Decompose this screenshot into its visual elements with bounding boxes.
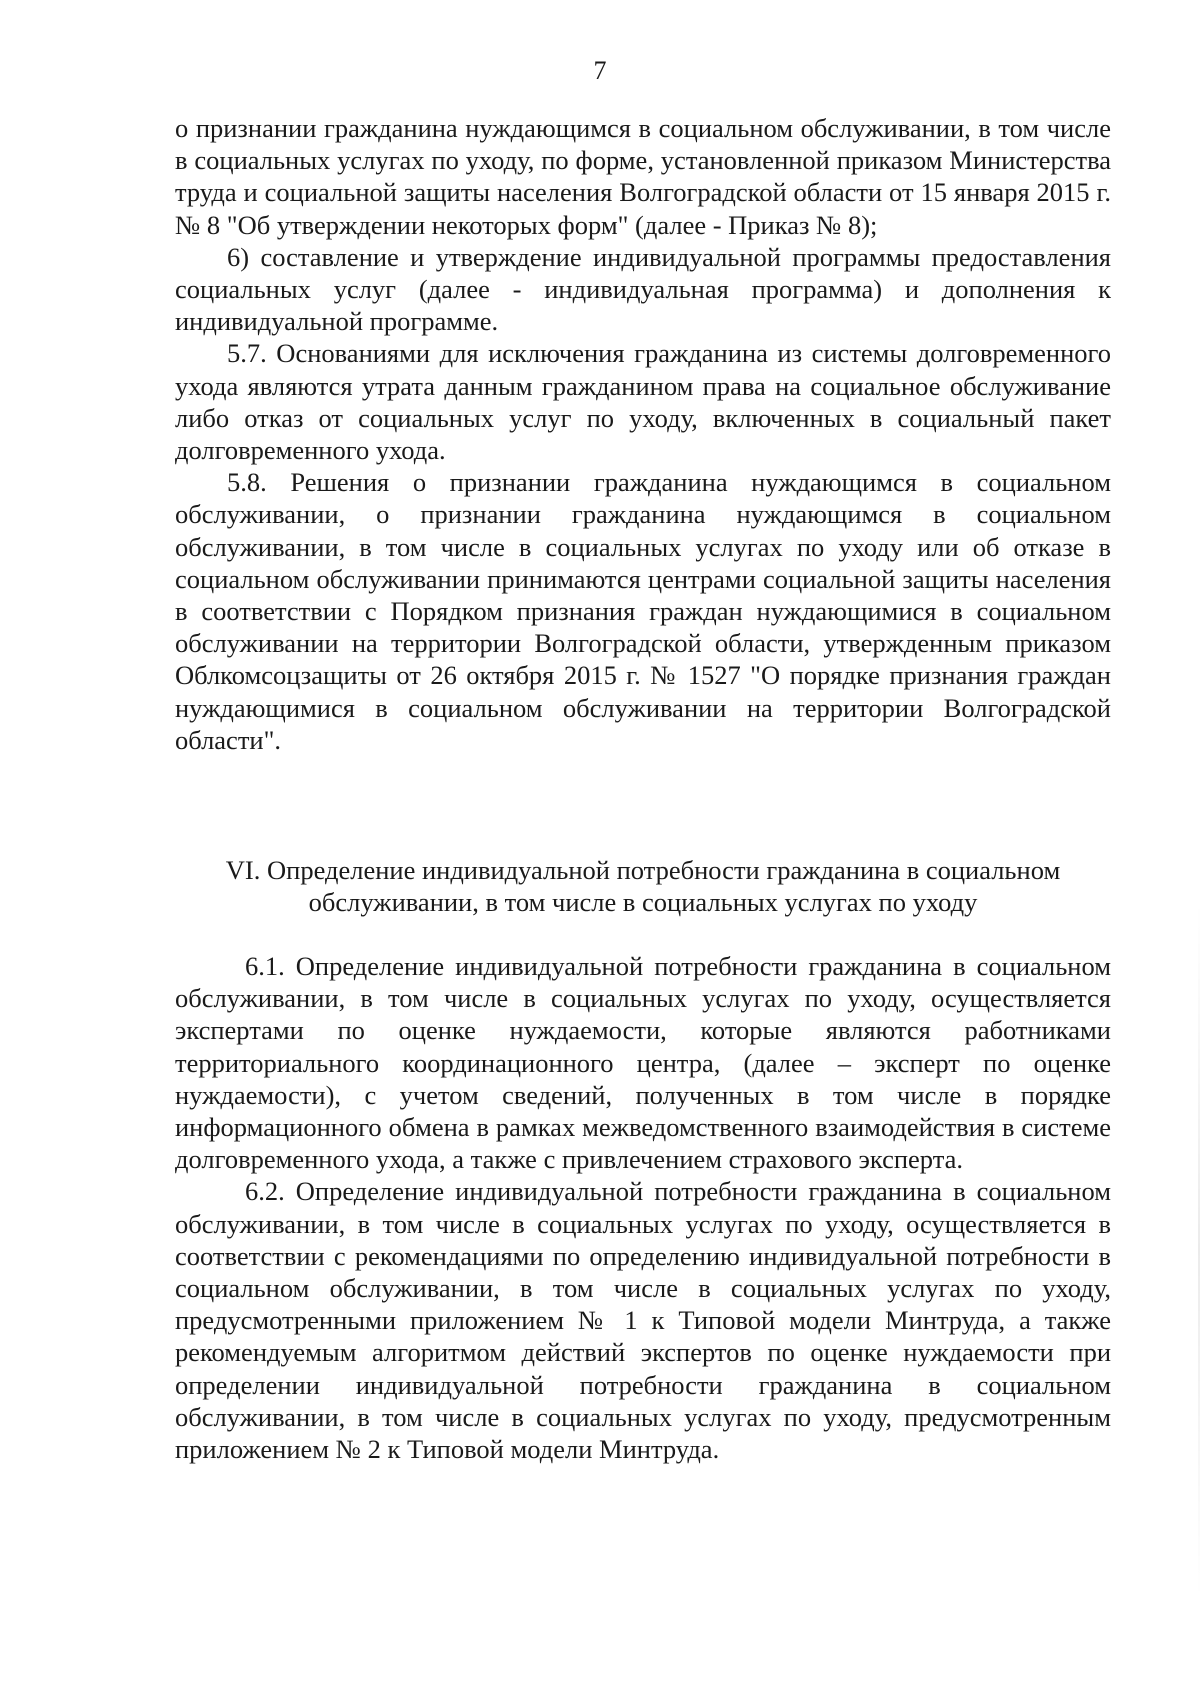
section-6-heading-line-1: VI. Определение индивидуальной потребности гражданина в социальном xyxy=(225,855,1061,885)
section-6-heading-line-2: обслуживании, в том числе в социальных услугах по уходу xyxy=(308,887,978,918)
paragraph-item-6: 6) составление и утверждение индивидуальной программы предоставления социальных услуг (далее - индивидуальная программа) и дополнения к индивидуальной программе. xyxy=(175,241,1111,337)
page-number: 7 xyxy=(593,56,607,85)
section-6-heading xyxy=(175,854,1111,918)
paragraph-5-8: 5.8. Решения о признании гражданина нуждающимся в социальном обслуживании, о признании гражданина нуждающимся в социальном обслуживании, в том числе в социальных услугах по уходу или об отказе в социальном обслуживании принимаются центрами социальной защиты населения в соответствии с Порядком признания граждан нуждающимися в социальном обслуживании на территории Волгоградской области, утвержденным приказом Облкомсоцзащиты от 26 октября 2015 г. № 1527 "О порядке признания граждан нуждающимися в социальном обслуживании на территории Волгоградской области". xyxy=(175,467,1111,755)
paragraph-5-7: 5.7. Основаниями для исключения гражданина из системы долговременного ухода являются утрата данным гражданином права на социальное обслуживание либо отказ от социальных услуг по уходу, включенных в социальный пакет долговременного ухода. xyxy=(175,338,1111,466)
paragraph-form-reference: о признании гражданина нуждающимся в социальном обслуживании, в том числе в социальных услугах по уходу, по форме, установленной приказом Министерства труда и социальной защиты населения Волгоградской области от 15 января 2015 г. № 8 "Об утверждении некоторых форм" (далее - Приказ № 8); xyxy=(175,113,1111,240)
paragraph-6-1: 6.1. Определение индивидуальной потребности гражданина в социальном обслуживании, в том числе в социальных услугах по уходу, осуществляется экспертами по оценке нуждаемости, которые являются работниками территориального координационного центра, (далее – эксперт по оценке нуждаемости), с учетом сведений, полученных в том числе в порядке информационного обмена в рамках межведомственного взаимодействия в системе долговременного ухода, а также с привлечением страхового эксперта. xyxy=(175,951,1111,1175)
section-6-body xyxy=(175,950,1111,1465)
paragraph-6-2: 6.2. Определение индивидуальной потребности гражданина в социальном обслуживании, в том числе в социальных услугах по уходу, осуществляется в соответствии с рекомендациями по определению индивидуальной потребности в социальном обслуживании, в том числе в социальных услугах по уходу, предусмотренными приложением № 1 к Типовой модели Минтруда, а также рекомендуемым алгоритмом действий экспертов по оценке нуждаемости при определении индивидуальной потребности гражданина в социальном обслуживании, в том числе в социальных услугах по уходу, предусмотренным приложением № 2 к Типовой модели Минтруда. xyxy=(175,1176,1111,1465)
section-5-continuation xyxy=(175,112,1111,756)
